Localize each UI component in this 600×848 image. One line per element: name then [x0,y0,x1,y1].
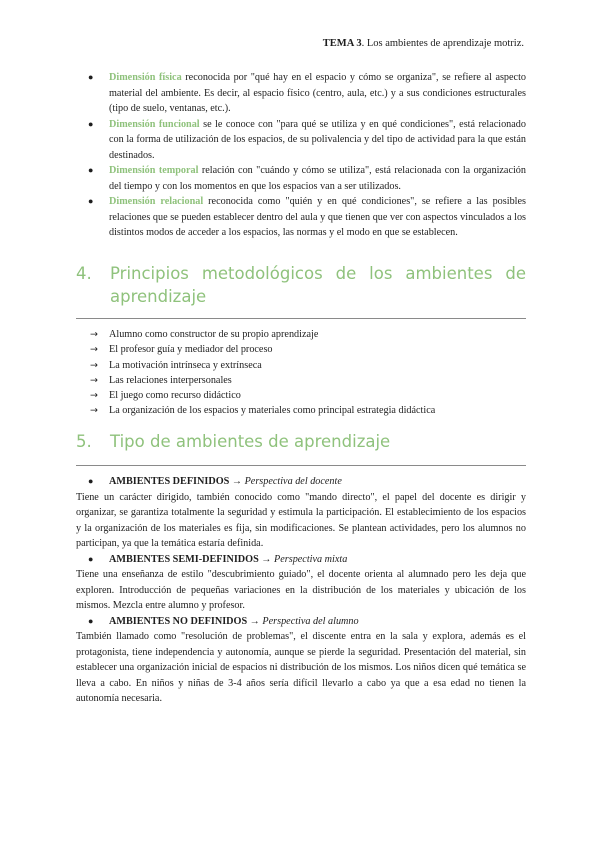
arrow-right-icon: → [90,405,98,417]
bullet-icon: ● [88,196,94,206]
principle-text: La motivación intrínseca y extrínseca [109,359,262,371]
list-item [76,327,526,342]
dimension-name: Dimensión temporal [109,165,199,176]
bullet-icon: ● [88,553,94,564]
section-5-divider [76,465,526,466]
principle-text: La organización de los espacios y materiales como principal estrategia didáctica [109,405,436,417]
dimensions-list [76,70,526,241]
type-description: Tiene una enseñanza de estilo "descubrimiento guiado", el docente orienta al alumnado pero les deja que exploren. Introducción de pequeñas variaciones en la distribución de los materiales y ubicación de los mismos. Mezcla entre alumno y profesor. [76,569,526,611]
dimension-text: relación con "cuándo y cómo se utiliza", está relacionada con la organización del tiempo y con los momentos en que los espacios van a ser utilizados. [109,165,526,192]
list-item [76,358,526,373]
header-tema: TEMA 3 [322,38,362,49]
environment-types [76,474,526,707]
dimension-text: se le conoce con "para qué se utiliza y en qué condiciones", está relacionado con la forma de utilización de los espacios, de su polivalencia y del tipo de actividad para la que están destinados. [109,118,526,161]
principles-list [76,327,526,419]
arrow-right-icon: → [90,374,98,386]
section-4-heading [76,262,526,308]
type-perspective: Perspectiva mixta [274,553,348,565]
page-header [323,38,524,49]
list-item [76,70,526,117]
section-number: 5. [76,432,92,451]
section-5-heading [76,430,526,453]
principle-text: El juego como recurso didáctico [109,390,241,402]
bullet-icon: ● [88,72,94,82]
list-item [76,388,526,403]
section-number: 4. [76,264,92,283]
arrow-right-icon: → [90,390,98,402]
list-item [76,342,526,357]
dimension-name: Dimensión física [109,72,182,83]
list-item [76,163,526,194]
principle-text: Alumno como constructor de su propio aprendizaje [109,329,319,340]
bullet-icon: ● [88,165,94,175]
type-perspective: Perspectiva del alumno [262,615,359,627]
type-name: AMBIENTES NO DEFINIDOS [109,615,248,627]
section-title: Principios metodológicos de los ambientes de aprendizaje [110,264,526,306]
list-item [76,117,526,164]
arrow-right-icon: → [90,359,98,371]
type-heading [76,614,526,630]
list-item [76,194,526,241]
type-description: Tiene un carácter dirigido, también conocido como "mando directo", el papel del docente es dirigir y organizar, se garantiza totalmente la seguridad y estimula la participación. El establecimiento de los espacios y la organización de los materiales es fija, sin modificaciones. Se plantean actividades, pero los alumnos no participan, ya que la temática estaría definida. [76,491,526,549]
principle-text: El profesor guía y mediador del proceso [109,344,273,356]
list-item [76,403,526,418]
type-heading [76,474,526,490]
type-heading [76,552,526,568]
bullet-icon: ● [88,118,94,129]
dimension-text: reconocida por "qué hay en el espacio y cómo se organiza", se refiere al aspecto material del ambiente. Es decir, al espacio físico (centro, aula, etc.) y a sus condiciones estructurales (tipo de suelo, ventanas, etc.). [109,72,526,114]
type-arrow: → [247,615,263,627]
arrow-right-icon: → [90,329,98,340]
type-arrow: → [229,476,245,487]
section-4-divider [76,318,526,319]
arrow-right-icon: → [90,344,98,356]
section-title: Tipo de ambientes de aprendizaje [110,432,391,451]
type-perspective: Perspectiva del docente [244,476,342,487]
type-name: AMBIENTES SEMI-DEFINIDOS [109,553,259,565]
type-arrow: → [258,553,275,565]
dimension-name: Dimensión funcional [109,118,200,130]
bullet-icon: ● [88,476,94,486]
principle-text: Las relaciones interpersonales [109,374,232,386]
dimension-name: Dimensión relacional [109,196,204,207]
type-name: AMBIENTES DEFINIDOS [109,476,230,487]
list-item [76,373,526,388]
header-title: . Los ambientes de aprendizaje motriz. [361,38,524,49]
type-description: También llamado como "resolución de problemas", el discente entra en la sala y explora, además es el protagonista, tiene independencia y autonomía, aunque se pierde la seguridad. Presentación del material, sin establecer una organización inicial de espacios ni distribución de los mismos. Los niños dicen qué temática se lleva a cabo. En niños y niñas de 3-4 años sería difícil llevarlo a cabo ya que a esa edad no tienen la autonomía necesaria. [76,631,526,704]
bullet-icon: ● [88,615,94,626]
dimension-text: reconocida como "quién y en qué condiciones", se refiere a las posibles relaciones que se pueden establecer dentro del aula y que tienen que ver con aspectos vinculados a los distintos modos de acceder a los espacios, las normas y el modo en que se establecen. [109,196,526,238]
